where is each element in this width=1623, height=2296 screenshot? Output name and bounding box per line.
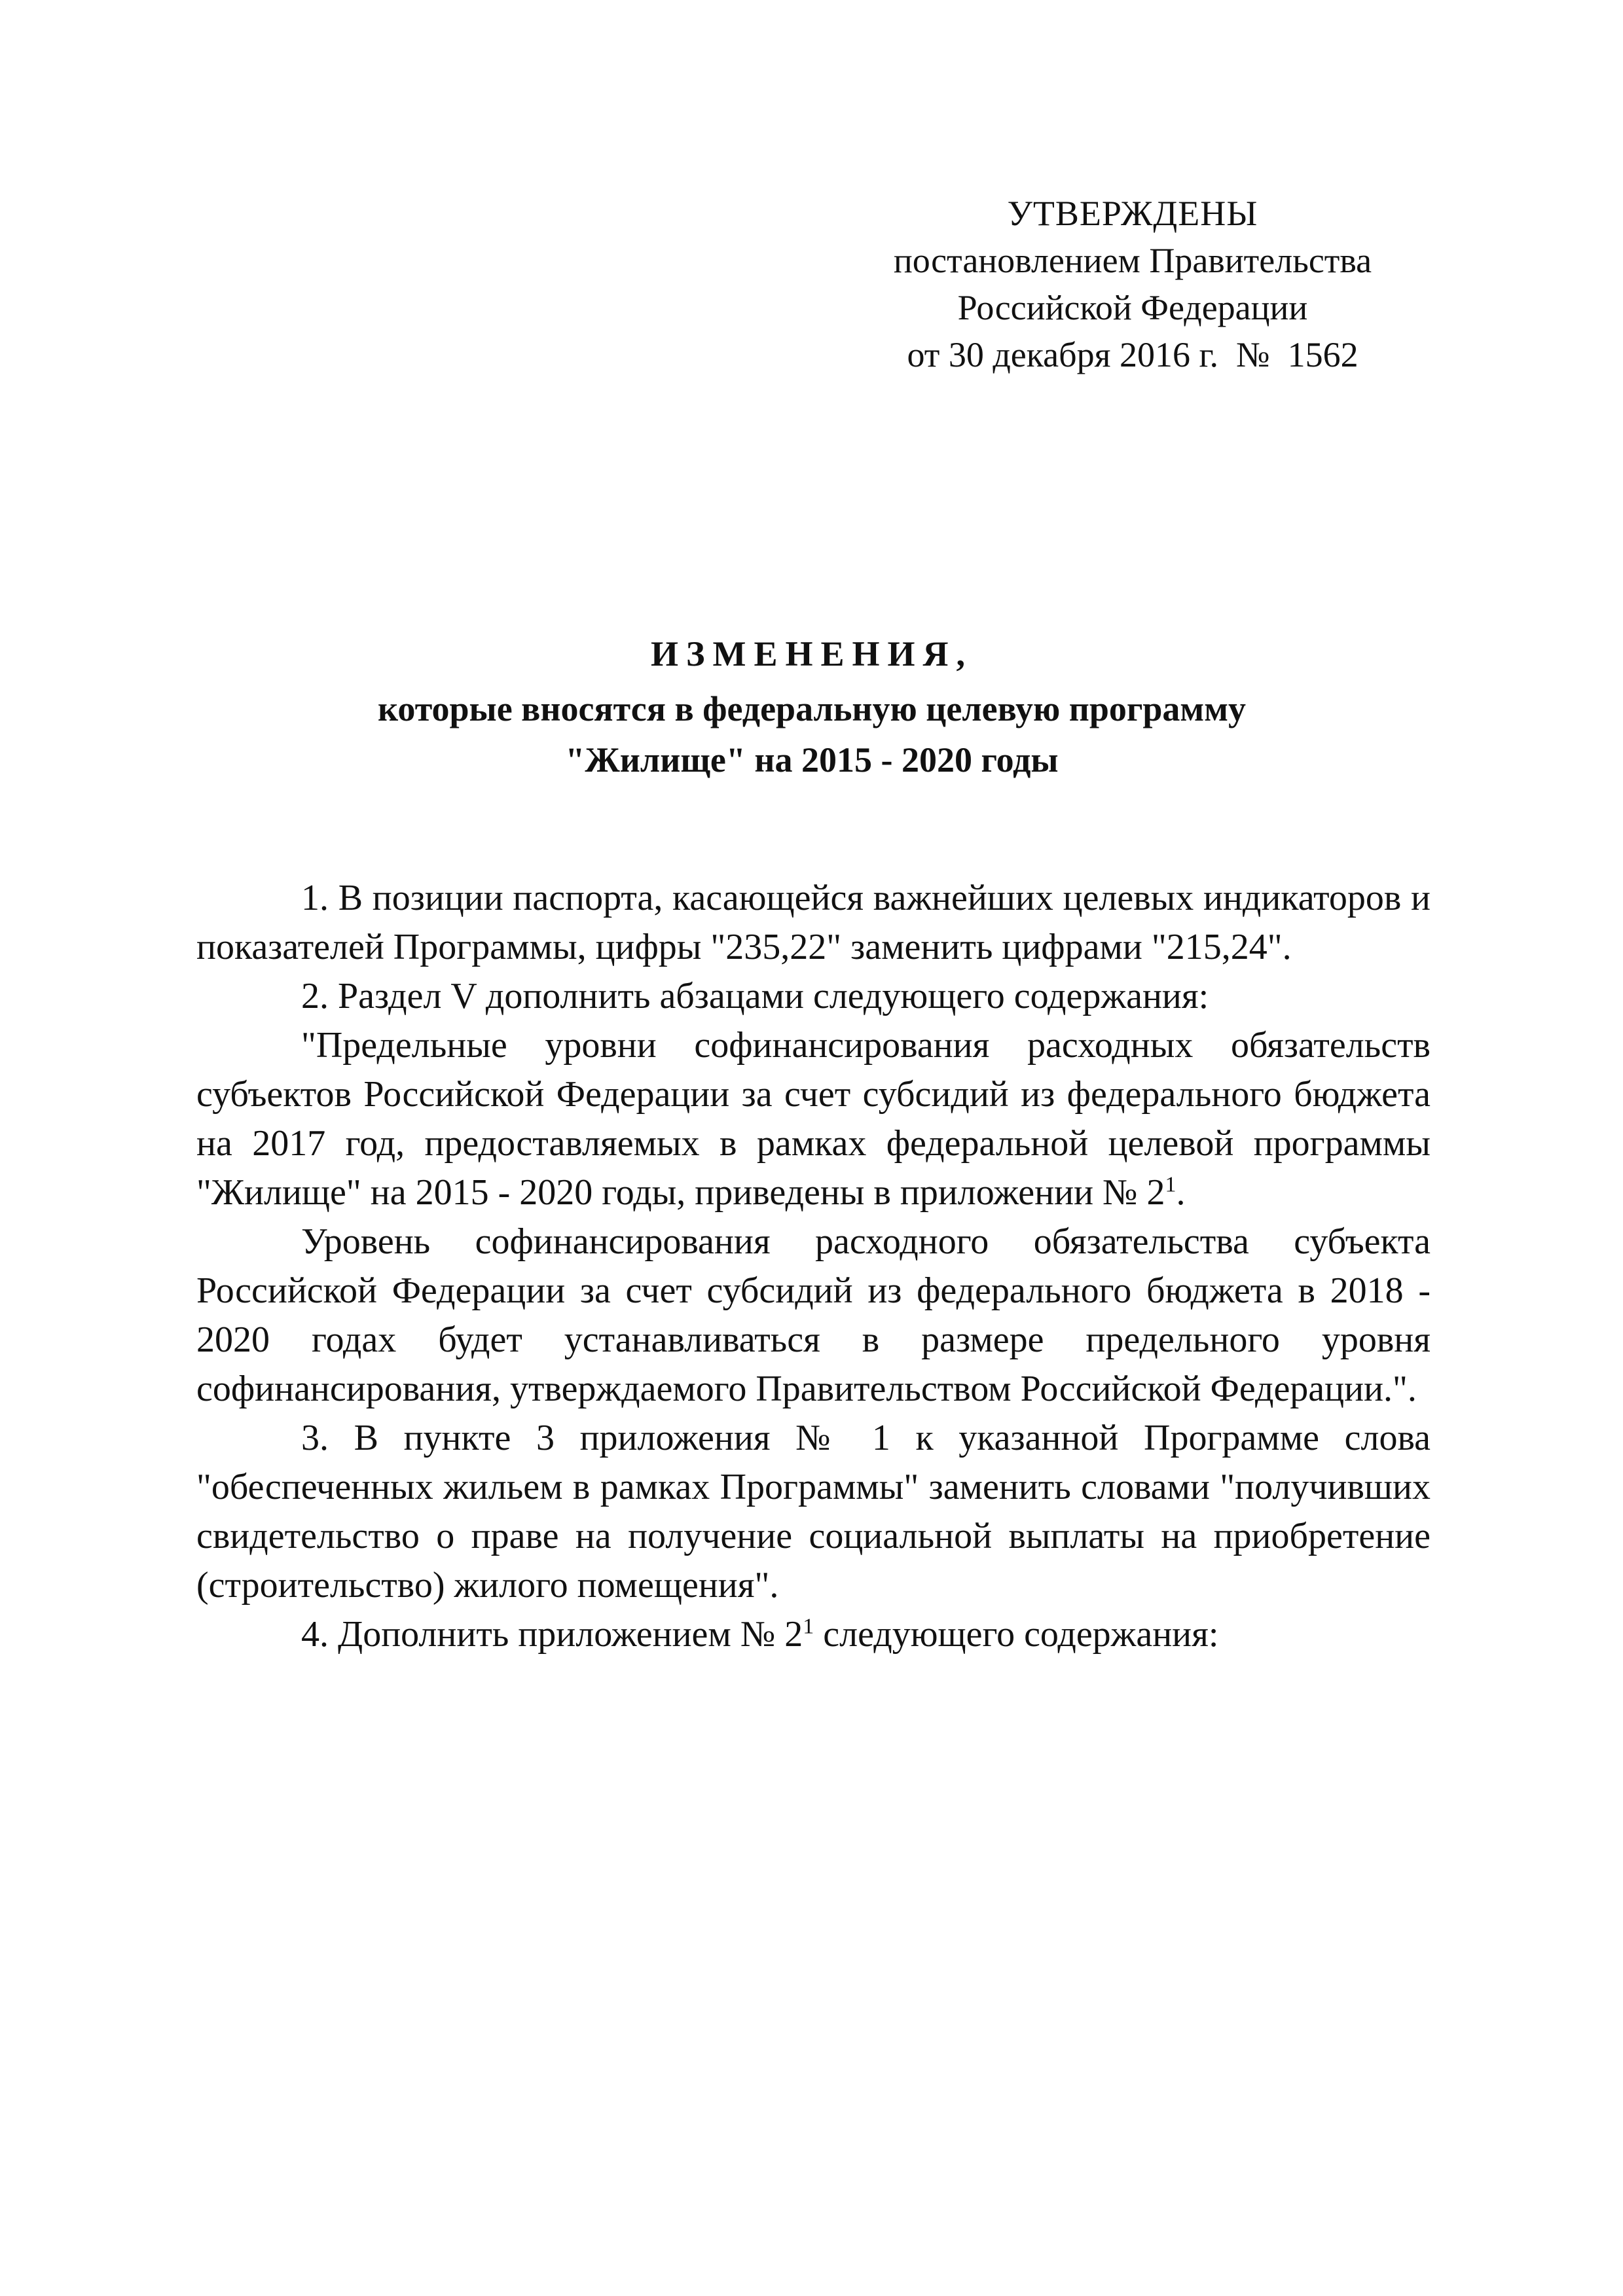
approval-title: УТВЕРЖДЕНЫ: [1007, 194, 1258, 233]
paragraph-item-4-tail: следующего содержания:: [814, 1614, 1219, 1655]
paragraph-quote-limits-text: "Предельные уровни софинансирования расходных обязательств субъектов Российской Федерации за счет субсидий из федерального бюджета на 2017 год, предоставляемых в рамках федеральной целевой программы "Жилище" на 2015 - 2020 годы, приведены в приложении № 2: [196, 1025, 1431, 1213]
paragraph-item-4: [196, 1610, 1431, 1659]
document-heading: [196, 628, 1427, 785]
approval-date: от 30 декабря 2016 г.: [907, 335, 1219, 374]
approval-block: [851, 190, 1414, 378]
paragraph-item-4-text: 4. Дополнить приложением № 2: [301, 1614, 803, 1655]
superscript-ref: 1: [1165, 1172, 1176, 1197]
approval-date-line: [851, 331, 1414, 378]
heading-subtitle-line1: которые вносятся в федеральную целевую программу: [378, 689, 1246, 728]
paragraph-quote-limits: [196, 1021, 1431, 1217]
approval-line-federation: Российской Федерации: [957, 288, 1308, 327]
approval-number: 1562: [1287, 335, 1359, 374]
heading-subtitle-line2: "Жилище" на 2015 - 2020 годы: [565, 740, 1059, 780]
approval-line-resolution: постановлением Правительства: [893, 241, 1372, 280]
heading-title: ИЗМЕНЕНИЯ,: [650, 634, 973, 673]
paragraph-item-3: 3. В пункте 3 приложения № 1 к указанной Программе слова "обеспеченных жильем в рамках Программы" заменить словами "получивших свидетельство о праве на получение социальной выплаты на приобретение (строительство) жилого помещения".: [196, 1418, 1431, 1605]
paragraph-cofinancing-level: Уровень софинансирования расходного обязательства субъекта Российской Федерации за счет субсидий из федерального бюджета в 2018 - 2020 годах будет устанавливаться в размере предельного уровня софинансирования, утверждаемого Правительством Российской Федерации.".: [196, 1221, 1431, 1409]
paragraph-item-1: 1. В позиции паспорта, касающейся важнейших целевых индикаторов и показателей Программы, цифры "235,22" заменить цифрами "215,24".: [196, 878, 1431, 967]
document-body: [196, 874, 1431, 1659]
paragraph-item-2: 2. Раздел V дополнить абзацами следующего содержания:: [301, 976, 1209, 1016]
paragraph-quote-limits-end: .: [1176, 1172, 1186, 1213]
superscript-ref: 1: [803, 1614, 814, 1639]
approval-number-sign: №: [1236, 335, 1270, 374]
